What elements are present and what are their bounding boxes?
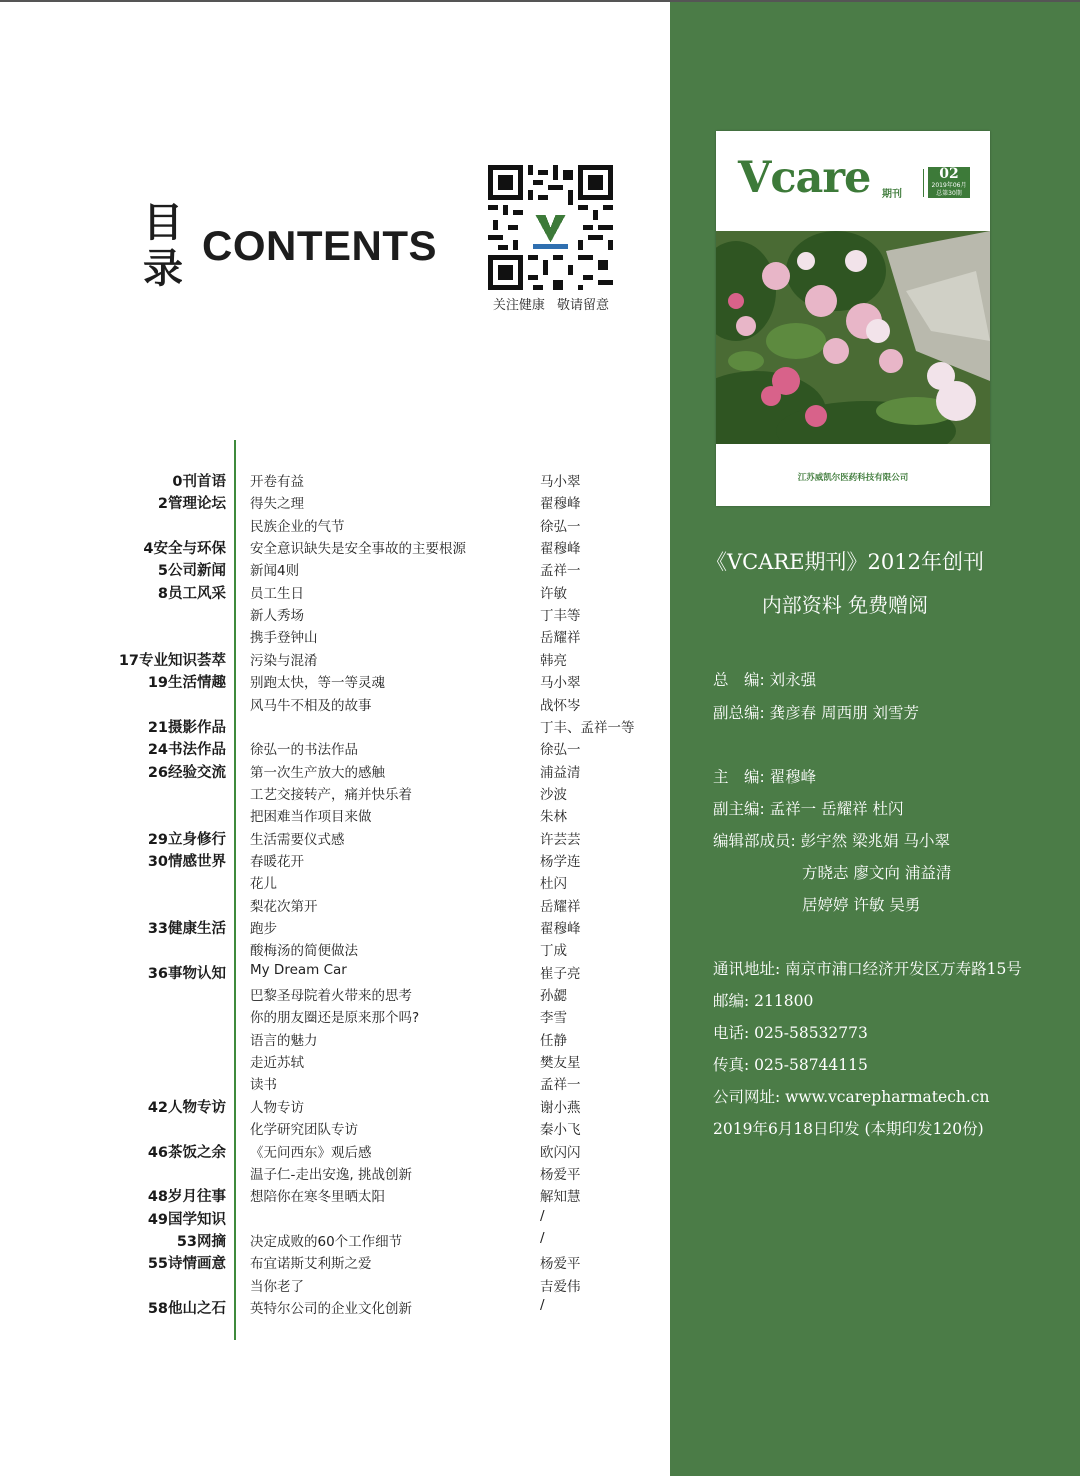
toc-author: 孙勰 [540,988,567,1005]
address: 通讯地址: 南京市浦口经济开发区万寿路15号 [713,960,1022,978]
toc-article-title[interactable]: 工艺交接转产，痛并快乐着 [250,786,412,803]
toc-article-title[interactable]: 得失之理 [250,496,304,513]
cover-logo: Vcare [738,153,871,203]
magazine-cover [716,131,990,506]
deputy-chief-editor: 副总编: 龚彦春 周西朋 刘雪芳 [713,704,920,722]
toc-author: / [540,1229,545,1246]
toc-row[interactable] [0,515,670,537]
issue-number: 02 [939,166,959,182]
toc-author: 浦益清 [540,764,581,781]
toc-author: 徐弘一 [540,518,581,535]
editor: 主 编: 翟穆峰 [713,768,817,786]
toc-article-title[interactable]: 第一次生产放大的感触 [250,764,385,781]
toc-article-title[interactable]: 风马牛不相及的故事 [250,697,372,714]
toc-section: 58他山之石 [147,1300,226,1317]
toc-author: 马小翠 [540,474,581,490]
cover-flower-photo [716,231,990,444]
toc-article-title[interactable]: 当你老了 [250,1278,304,1295]
toc-author: 谢小燕 [540,1099,581,1116]
toc-section: 55诗情画意 [147,1256,226,1273]
editorial-members-2: 方晓志 廖文向 浦益清 [802,864,952,882]
toc-row[interactable] [0,1096,670,1118]
slogan-internal: 内部资料 免费赠阅 [761,593,929,617]
cover-qikan-label: 期刊 [882,189,902,200]
toc-author: / [540,1207,545,1224]
toc-row[interactable] [0,1163,670,1185]
toc-author: 孟祥一 [540,563,581,580]
issue-badge [928,167,970,198]
toc-article-title[interactable]: 员工生日 [250,585,304,602]
toc-row[interactable] [0,805,670,827]
toc-row[interactable] [0,492,670,514]
toc-article-title[interactable]: 别跑太快，等一等灵魂 [250,675,385,692]
print-info: 2019年6月18日印发 (本期印发120份) [713,1120,984,1138]
toc-author: 许敏 [540,585,567,602]
toc-author: 崔子亮 [540,965,581,982]
toc-author: / [540,1296,545,1313]
toc-row[interactable] [0,850,670,872]
toc-section: 21摄影作品 [147,719,226,736]
toc-section: 5公司新闻 [157,563,226,580]
toc-section: 48岁月往事 [147,1189,226,1206]
toc-author: 岳耀祥 [540,898,581,915]
toc-row[interactable] [0,626,670,648]
toc-author: 李雪 [540,1010,567,1027]
toc-author: 杨学连 [540,853,581,870]
toc-section: 30情感世界 [147,853,226,870]
toc-article-title[interactable]: 把困难当作项目来做 [250,809,372,826]
deputy-editor: 副主编: 孟祥一 岳耀祥 杜闪 [713,800,904,818]
toc-author: 丁丰等 [540,608,581,625]
toc-article-title[interactable]: 春暖花开 [250,853,304,870]
qr-caption: 关注健康 敬请留意 [492,298,610,313]
toc-article-title[interactable]: 决定成败的60个工作细节 [250,1233,403,1250]
toc-row[interactable] [0,872,670,894]
toc-author: 任静 [540,1032,567,1049]
toc-section: 4安全与环保 [143,541,226,558]
toc-row[interactable] [0,783,670,805]
toc-row[interactable] [0,694,670,716]
toc-row[interactable] [0,761,670,783]
toc-section: 24书法作品 [147,742,226,759]
toc-author: 杜闪 [540,876,567,893]
toc-row[interactable] [0,1073,670,1095]
toc-article-title[interactable]: 梨花次第开 [250,898,318,915]
issue-total: 总第30期 [936,190,962,197]
toc-author: 翟穆峰 [540,541,581,558]
toc-row[interactable] [0,671,670,693]
issue-date: 2019年06月 [931,182,967,189]
toc-row[interactable] [0,984,670,1006]
toc-article-title[interactable]: 新闻4则 [250,563,300,580]
toc-author: 马小翠 [540,675,581,692]
toc-section: 33健康生活 [147,921,226,937]
toc-author: 丁丰、孟祥一等 [540,719,635,736]
toc-article-title[interactable]: 你的朋友圈还是原来那个吗? [250,1010,420,1027]
toc-author: 秦小飞 [540,1122,581,1139]
editorial-members-3: 居婷婷 许敏 吴勇 [802,896,921,914]
toc-title-chinese [138,200,188,292]
toc-author: 樊友星 [540,1055,581,1072]
toc-row[interactable] [0,1029,670,1051]
toc-section: 8员工风采 [157,585,226,602]
toc-row[interactable] [0,962,670,984]
toc-author: 翟穆峰 [540,921,581,937]
toc-title-char-2: 录 [143,246,183,292]
toc-article-title[interactable]: 开卷有益 [250,474,304,490]
toc-article-title[interactable]: 英特尔公司的企业文化创新 [250,1300,412,1317]
toc-row[interactable] [0,1208,670,1230]
toc-author: 岳耀祥 [540,630,581,647]
toc-row[interactable] [0,895,670,917]
toc-row[interactable] [0,738,670,760]
toc-row[interactable] [0,1141,670,1163]
toc-row[interactable] [0,1275,670,1297]
toc-section: 17专业知识荟萃 [118,652,226,669]
toc-author: 解知慧 [540,1189,581,1206]
toc-row[interactable] [0,559,670,581]
qr-code [488,165,613,290]
toc-row[interactable] [0,470,670,492]
toc-article-title[interactable]: 徐弘一的书法作品 [250,742,358,759]
toc-article-title[interactable]: 走近苏轼 [250,1055,304,1072]
toc-author: 孟祥一 [540,1077,581,1094]
toc-article-title[interactable]: 人物专访 [250,1099,304,1116]
toc-row[interactable] [0,917,670,939]
toc-section: 36事物认知 [147,965,226,982]
toc-row[interactable] [0,1051,670,1073]
toc-section: 29立身修行 [147,831,226,848]
toc-title-char-1: 目 [143,200,183,246]
toc-article-title[interactable]: 语言的魅力 [250,1032,318,1049]
toc-row[interactable] [0,1118,670,1140]
toc-row[interactable] [0,1185,670,1207]
toc-author: 杨爱平 [540,1256,581,1273]
toc-article-title[interactable]: My Dream Car [250,961,347,978]
toc-author: 杨爱平 [540,1166,581,1183]
toc-section: 53网摘 [176,1233,226,1250]
fax: 传真: 025-58744115 [713,1056,868,1074]
cover-company: 江苏威凯尔医药科技有限公司 [797,473,909,483]
toc-title-english: CONTENTS [202,222,437,269]
toc-article-title[interactable]: 读书 [250,1077,277,1094]
toc-row[interactable] [0,649,670,671]
toc-article-title[interactable]: 污染与混淆 [250,652,318,669]
chief-editor: 总 编: 刘永强 [713,671,817,689]
toc-author: 丁成 [540,943,567,960]
website[interactable]: 公司网址: www.vcarepharmatech.cn [713,1088,990,1106]
toc-section: 42人物专访 [147,1099,226,1116]
toc-row[interactable] [0,939,670,961]
toc-author: 朱林 [540,809,567,826]
toc-article-title[interactable]: 《无问西东》观后感 [250,1144,372,1161]
toc-row[interactable] [0,1252,670,1274]
toc-article-title[interactable]: 酸梅汤的简便做法 [250,943,358,960]
cover-divider [923,169,924,197]
toc-author: 欧闪闪 [540,1144,581,1161]
toc-author: 战怀岑 [540,697,581,714]
toc-row[interactable] [0,716,670,738]
toc-section: 2管理论坛 [157,496,226,513]
toc-article-title[interactable]: 温子仁-走出安逸, 挑战创新 [250,1166,412,1183]
toc-row[interactable] [0,537,670,559]
toc-row[interactable] [0,1297,670,1319]
toc-author: 许芸芸 [540,831,581,848]
editorial-members-1: 编辑部成员: 彭宇然 梁兆娟 马小翠 [713,832,951,850]
phone: 电话: 025-58532773 [713,1024,868,1042]
toc-section: 26经验交流 [147,764,226,781]
postcode: 邮编: 211800 [713,992,814,1010]
toc-article-title[interactable]: 跑步 [250,921,277,937]
toc-author: 韩亮 [540,652,567,669]
toc-row[interactable] [0,1006,670,1028]
toc-article-title[interactable]: 化学研究团队专访 [250,1122,358,1139]
toc-author: 徐弘一 [540,742,581,759]
toc-article-title[interactable]: 携手登钟山 [250,630,318,647]
toc-article-title[interactable]: 布宜诺斯艾利斯之爱 [250,1256,372,1273]
toc-section: 49国学知识 [147,1211,226,1228]
toc-article-title[interactable]: 安全意识缺失是安全事故的主要根源 [250,541,466,558]
top-border [0,0,1080,2]
slogan-founded: 《VCARE期刊》2012年创刊 [706,550,984,574]
toc-row[interactable] [0,1230,670,1252]
toc-section: 19生活情趣 [147,675,226,692]
toc-article-title[interactable]: 想陪你在寒冬里晒太阳 [250,1189,385,1206]
toc-article-title[interactable]: 民族企业的气节 [250,518,345,535]
toc-row[interactable] [0,582,670,604]
toc-row[interactable] [0,828,670,850]
toc-article-title[interactable]: 花儿 [250,876,277,893]
toc-author: 沙波 [540,786,567,803]
toc-section: 0刊首语 [172,474,226,490]
toc-row[interactable] [0,604,670,626]
toc-article-title[interactable]: 巴黎圣母院着火带来的思考 [250,988,412,1005]
toc-author: 吉爱伟 [540,1278,581,1295]
toc-author: 翟穆峰 [540,496,581,513]
toc-article-title[interactable]: 生活需要仪式感 [250,831,345,848]
toc-article-title[interactable]: 新人秀场 [250,608,304,625]
toc-section: 46茶饭之余 [147,1144,226,1161]
